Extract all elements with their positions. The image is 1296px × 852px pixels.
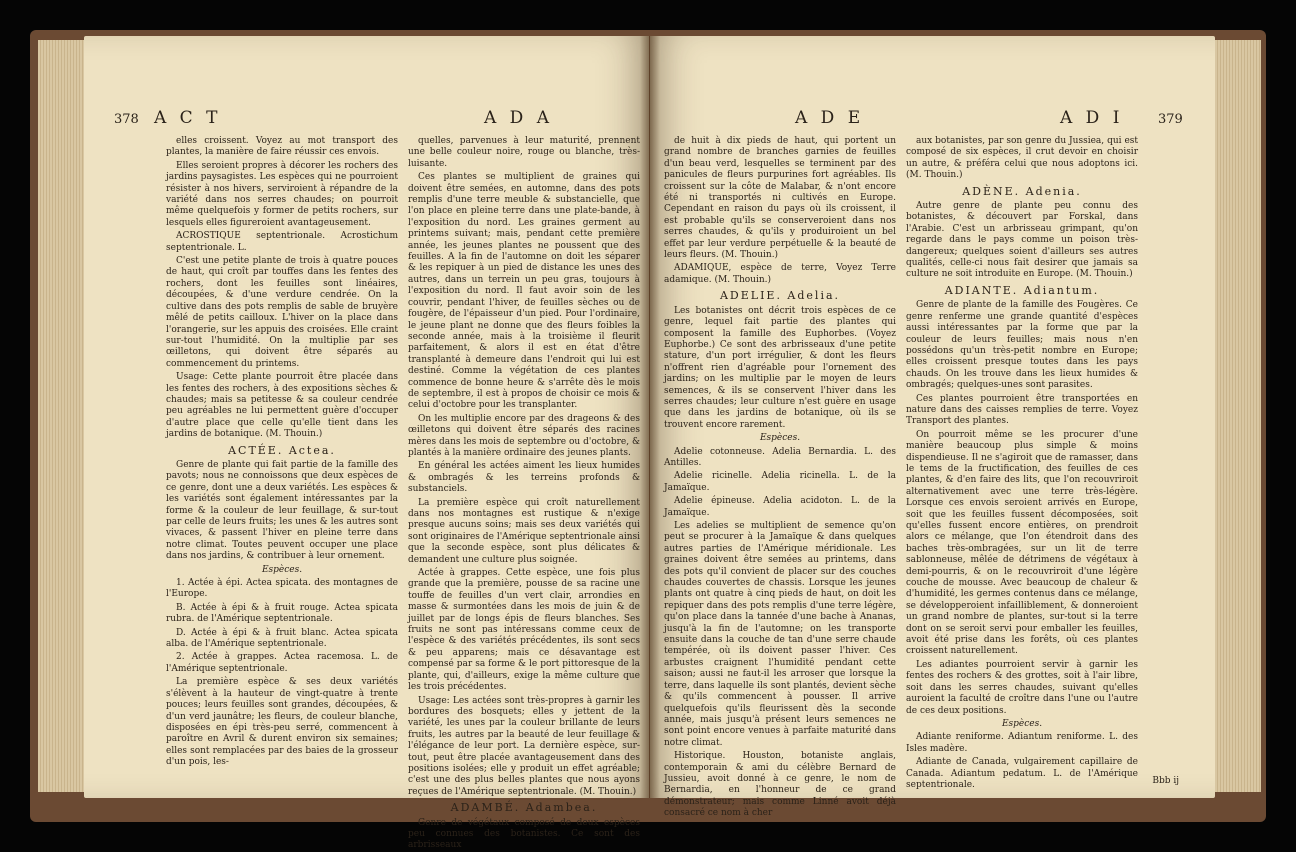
entry-heading: ADÈNE. Adenia. — [962, 184, 1082, 198]
left-running-head — [84, 108, 649, 134]
left-column-1 — [166, 136, 398, 776]
right-running-head — [650, 108, 1215, 134]
section-label: Espèces. — [1001, 718, 1043, 729]
right-column-1 — [664, 136, 896, 819]
book-gutter — [640, 36, 660, 798]
page-edges-left — [38, 40, 84, 792]
paragraph: Adelie cotonneuse. Adelia Bernardia. L. des Antilles. — [664, 446, 896, 468]
left-head-word-1: A C T — [154, 108, 222, 128]
left-column-2 — [408, 136, 640, 851]
section-label: Espèces. — [759, 433, 801, 444]
paragraph: elles croissent. Voyez au mot transport des plantes, la manière de faire réussir ces envois. — [166, 136, 398, 158]
paragraph: Actée à grappes. Cette espèce, une fois plus grande que la première, pousse de sa racine une touffe de feuilles d'un vert clair, arrondies en masse & surmontées dans les mois de juin & de juillet par de longs épis de fleurs blanches. Ses fruits ne sont pas intéressans comme ceux de l'espèce & des variétés précédentes, ils sont secs & peu apparens; mais ce désavantage est compensé par sa forme & le port pittoresque de la plante, qui, d'ailleurs, exige la même culture que les trois précédentes. — [408, 568, 640, 693]
paragraph: On les multiplie encore par des drageons & des œilletons qui doivent être séparés des racines mères dans les mois de septembre ou d'octobre, & plantés à la manière ordinaire des jeunes plants. — [408, 413, 640, 458]
paragraph: Genre de plante de la famille des Fougères. Ce genre renferme une grande quantité d'espèces aussi intéressantes par la forme que par la couleur de leurs feuilles; mais nous n'en possédons qu'un très-petit nombre en Europe; elles croissent presque toutes dans les pays chauds. On les trouve dans les lieux humides & ombragés; quelques-unes sont parasites. — [906, 300, 1138, 391]
paragraph: Ces plantes se multiplient de graines qui doivent être semées, en automne, dans des pots remplis d'une terre meuble & substancielle, que l'on place en pleine terre dans une plate-bande, à l'exposition du nord. Les graines germent au printems suivant; mais, pendant cette première année, les jeunes plantes ne poussent que des feuilles. A la fin de l'automne on doit les séparer & les repiquer à un pied de distance les unes des autres, dans un terrein un peu gras, toujours à l'exposition du nord. Il faut avoir soin de les couvrir, pendant l'hiver, de feuilles sèches ou de fougère, de l'épaisseur d'un pied. Pour l'ordinaire, le jeune plant ne donne que des fleurs foibles la seconde année, mais à la troisième il fleurit parfaitement, & alors il est en état d'être transplanté à demeure dans l'endroit qui lui est destiné. Comme la végétation de ces plantes commence de bonne heure & s'arrête dès le mois de septembre, il est à propos de choisir ce mois & celui d'octobre pour les transplanter. — [408, 172, 640, 411]
paragraph: En général les actées aiment les lieux humides & ombragés & les terreins profonds & substanciels. — [408, 461, 640, 495]
paragraph: aux botanistes, par son genre du Jussiea, qui est composé de six espèces, il crut devoir en choisir un autre, & préféra celui que nous adoptons ici. (M. Thouin.) — [906, 136, 1138, 181]
paragraph: Les adiantes pourroient servir à garnir les fentes des rochers & des grottes, soit à l'air libre, soit dans les serres chaudes, suivant qu'elles auroient la faculté de croître dans l'une ou l'autre de ces deux positions. — [906, 659, 1138, 716]
paragraph: Les adelies se multiplient de semence qu'on peut se procurer à la Jamaïque & dans quelques autres parties de l'Amérique méridionale. Les graines doivent être semées au printems, dans des pots qu'il convient de placer sur des couches chaudes couvertes de chassis. Lorsque les jeunes plants ont quatre à cinq pieds de haut, on doit les repiquer dans des pots remplis d'une terre légère, qu'on place dans la tannée d'une bache à Ananas, jusqu'à la fin de l'automne; on les transporte ensuite dans la couche de tan d'une serre chaude tempérée, où ils doivent passer l'hiver. Ces arbustes craignent l'humidité pendant cette saison; aussi ne faut-il les arroser que lorsque la terre, dans laquelle ils sont plantés, devient sèche & qu'ils commencent à pousser. Il arrive quelquefois qu'ils fleurissent dès la seconde année, mais jusqu'à présent leurs semences ne sont point encore venues à parfaite maturité dans notre climat. — [664, 521, 896, 748]
paragraph: Ces plantes pourroient être transportées en nature dans des caisses remplies de terre. Voyez Transport des plantes. — [906, 393, 1138, 427]
right-page-number: 379 — [1158, 112, 1183, 127]
page-edges-right — [1215, 40, 1261, 792]
paragraph: D. Actée à épi & à fruit blanc. Actea spicata alba. de l'Amérique septentrionale. — [166, 627, 398, 650]
paragraph: Usage: Cette plante pourroit être placée dans les fentes des rochers, à des expositions sèches & chaudes; mais sa petitesse & sa couleur cendrée peu agréables ne lui permettent guère d'occuper d'autre place que celle qu'elle tient dans les jardins de botanique. (M. Thouin.) — [166, 372, 398, 440]
entry-heading: ACTÉE. Actea. — [228, 443, 336, 457]
paragraph: ACROSTIQUE septentrionale. Acrostichum septentrionale. L. — [166, 231, 398, 253]
paragraph: Adiante reniforme. Adiantum reniforme. L. des Isles madère. — [906, 732, 1138, 754]
paragraph: Les botanistes ont décrit trois espèces de ce genre, lequel fait partie des plantes qui composent la famille des Euphorbes. (Voyez Euphorbe.) Ce sont des arbrisseaux d'une petite stature, d'un port irrégulier, & dont les fleurs n'offrent rien d'agréable pour l'ornement des jardins; on les multiplie par le moyen de leurs semences, & ils se conservent l'hiver dans les serres chaudes; leur culture n'est guère en usage que dans les jardins de botanique, où ils se trouvent encore rarement. — [664, 305, 896, 430]
right-head-word-2: A D I — [1060, 108, 1124, 128]
right-head-word-1: A D E — [795, 108, 865, 128]
left-head-word-2: A D A — [484, 108, 553, 128]
paragraph: Usage: Les actées sont très-propres à garnir les bordures des bosquets; elles y jettent de la variété, les unes par la couleur brillante de leurs fruits, les autres par la beauté de leur feuillage & l'élégance de leur port. La dernière espèce, sur-tout, peut être placée avantageusement dans des positions isolées; elle y produit un effet agréable; c'est une des plus belles plantes que nous ayons reçues de l'Amérique septentrionale. (M. Thouin.) — [408, 695, 640, 797]
paragraph: Genre de végétaux composé de deux espèces peu connues des botanistes. Ce sont des arbrisseaux — [408, 817, 640, 851]
right-column-2 — [906, 136, 1138, 790]
left-page-number: 378 — [114, 112, 139, 127]
paragraph: de huit à dix pieds de haut, qui portent un grand nombre de branches garnies de feuilles d'un beau verd, lesquelles se terminent par des panicules de fleurs purpurines fort agréables. Ils croissent sur la côte de Malabar, & n'ont encore été ni transportés ni cultivés en Europe. Cependant en raison du pays où ils croissent, il est probable qu'ils se conserveroient dans nos serres chaudes, & qu'ils y produiroient un bel effet par leur verdure perpétuelle & la beauté de leurs fleurs. (M. Thouin.) — [664, 136, 896, 261]
entry-heading: ADELIE. Adelia. — [719, 289, 841, 303]
paragraph: B. Actée à épi & à fruit rouge. Actea spicata rubra. de l'Amérique septentrionale. — [166, 602, 398, 625]
paragraph: quelles, parvenues à leur maturité, prennent une belle couleur noire, rouge ou blanche, très-luisante. — [408, 136, 640, 169]
paragraph: 1. Actée à épi. Actea spicata. des montagnes de l'Europe. — [166, 578, 398, 600]
right-page — [650, 36, 1215, 819]
paragraph: La première espèce qui croît naturellement dans nos montagnes est rustique & n'exige presque aucuns soins; mais ses deux variétés qui sont originaires de l'Amérique septentrionale ainsi que la seconde espèce, sont plus délicates & demandent une culture plus soignée. — [408, 497, 640, 565]
entry-heading: ADIANTE. Adiantum. — [944, 283, 1100, 297]
left-page — [84, 36, 649, 851]
paragraph: Adiante de Canada, vulgairement capillaire de Canada. Adiantum pedatum. L. de l'Amérique septentrionale. — [906, 757, 1138, 790]
paragraph: Genre de plante qui fait partie de la famille des pavots; nous ne connoissons que deux espèces de ce genre, dont une a deux variétés. Les espèces & les variétés sont également intéressantes par la forme & la couleur de leur feuillage, & sur-tout par celle de leurs fruits; les unes & les autres sont vivaces, & passent l'hiver en pleine terre dans notre climat. Toutes peuvent occuper une place dans nos jardins, & contribuer à leur ornement. — [166, 459, 398, 562]
paragraph: On pourroit même se les procurer d'une manière beaucoup plus simple & moins dispendieuse. Il ne s'agiroit que de ramasser, dans le tems de la fructification, des feuilles de ces plantes, & d'en faire des lits, que l'on recouvriroit alternativement avec une terre très-légère. Lorsque ces envois seroient arrivés en Europe, soit que les feuilles fussent décomposées, soit qu'elles fussent encore entières, on prendroit alors ce mélange, que l'on étendroit dans des baches très-ombragées, sur un lit de terre sablonneuse, mêlée de détrimens de végétaux à demi-pourris, & on le recouvriroit d'une légère couche de mousse. Avec beaucoup de chaleur & d'humidité, les germes contenus dans ce mélange, se développeroient infailliblement, & donneroient un grand nombre de plantes, sur-tout si la terre dont on se seroit servi pour emballer les feuilles, avoit été prise dans les forêts, où ces plantes croissent naturellement. — [906, 429, 1138, 657]
signature-mark: Bbb ij — [1152, 776, 1179, 786]
paragraph: Adelie ricinelle. Adelia ricinella. L. de la Jamaïque. — [664, 471, 896, 493]
paragraph: Elles seroient propres à décorer les rochers des jardins paysagistes. Les espèces qui ne pourroient résister à nos hivers, serviroient à répandre de la variété dans nos serres chaudes; on pourroit même quelquefois y former de petits rochers, sur lesquels elles figureroient avantageusement. — [166, 160, 398, 228]
paragraph: Adelie épineuse. Adelia acidoton. L. de la Jamaïque. — [664, 496, 896, 518]
entry-heading: ADAMBÉ. Adambea. — [450, 801, 598, 815]
paragraph: C'est une petite plante de trois à quatre pouces de haut, qui croît par touffes dans les fentes des rochers, dont les feuilles sont linéaires, découpées, & d'une verdure cendrée. On la cultive dans des pots remplis de sable de bruyère mêlé de petits cailloux. L'hiver on la place dans l'orangerie, sur les appuis des croisées. Elle craint sur-tout l'humidité. On la multiplie par ses œilletons, qui doivent être séparés au commencement du printems. — [166, 256, 398, 369]
paragraph: ADAMIQUE, espèce de terre, Voyez Terre adamique. (M. Thouin.) — [664, 263, 896, 285]
paragraph: Autre genre de plante peu connu des botanistes, & découvert par Forskal, dans l'Arabie. C'est un arbrisseau grimpant, qu'on regarde dans le pays comme un poison très-dangereux; quelques soient d'ailleurs ses autres qualités, celle-ci nous fait desirer que jamais sa culture ne soit introduite en Europe. (M. Thouin.) — [906, 201, 1138, 280]
paragraph: La première espèce & ses deux variétés s'élèvent à la hauteur de vingt-quatre à trente pouces; leurs feuilles sont grandes, découpées, & d'un verd jaunâtre; les fleurs, de couleur blanche, disposées en épi très-peu serré, commencent à paroître en Avril & durent environ six semaines; elles sont remplacées par des baies de la grosseur d'un pois, les- — [166, 677, 398, 768]
section-label: Espèces. — [261, 564, 303, 575]
paragraph: 2. Actée à grappes. Actea racemosa. L. de l'Amérique septentrionale. — [166, 652, 398, 674]
paragraph: Historique. Houston, botaniste anglais, contemporain & ami du célèbre Bernard de Jussieu, avoit donné à ce genre, le nom de Bernardia, en l'honneur de ce grand démonstrateur; mais comme Linné avoit déjà consacré ce nom à cher — [664, 751, 896, 819]
